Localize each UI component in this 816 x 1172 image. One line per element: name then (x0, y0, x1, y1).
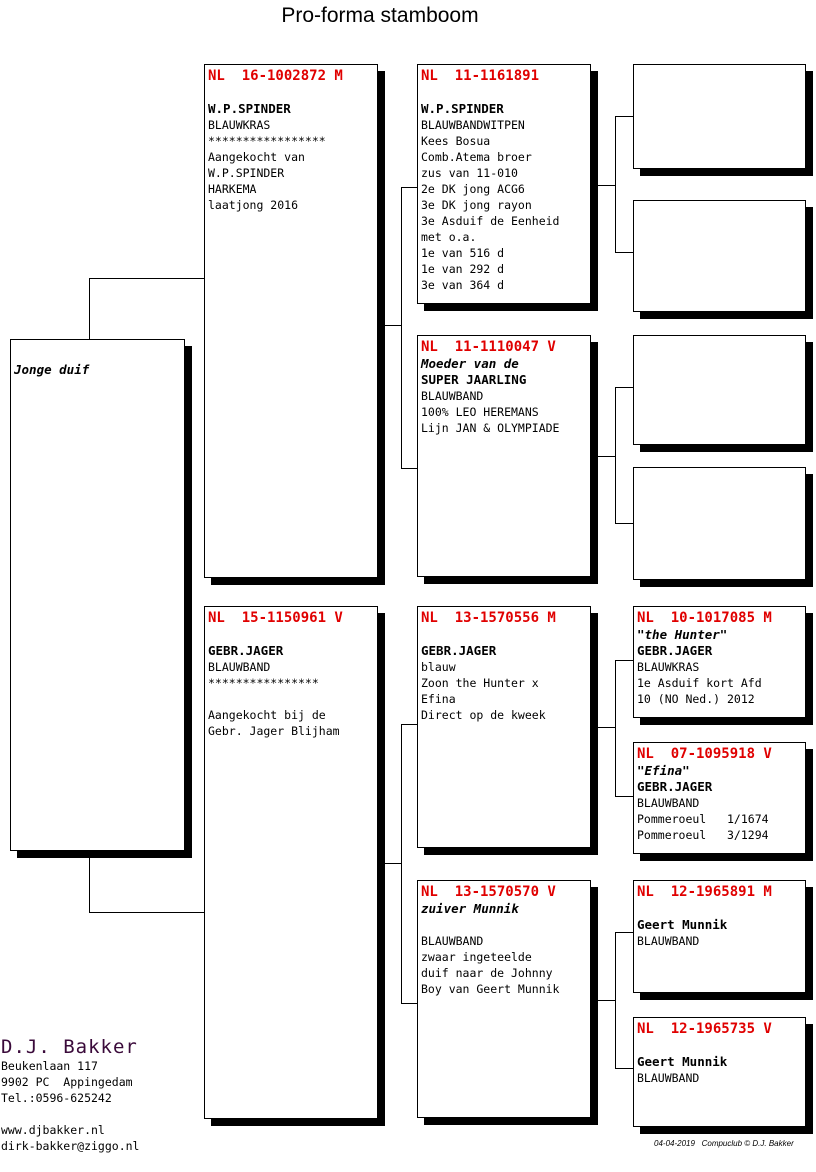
mfm-name: GEBR.JAGER (637, 779, 713, 794)
connector (89, 857, 90, 912)
mf-line: Direct op de kweek (421, 708, 546, 722)
mfm-line: Pommeroeul 1/1674 (637, 812, 769, 826)
mmf-line: BLAUWBAND (637, 934, 700, 948)
mfm-ring: NL 07-1095918 V (637, 746, 772, 762)
ff-name: W.P.SPINDER (421, 101, 504, 116)
mff-ring: NL 10-1017085 M (637, 610, 772, 626)
mm-ring: NL 13-1570570 V (421, 884, 556, 900)
connector (615, 387, 616, 524)
mmf-ring: NL 12-1965891 M (637, 884, 772, 900)
connector (89, 278, 204, 279)
mfm-line: Pommeroeul 3/1294 (637, 828, 769, 842)
mother-name: GEBR.JAGER (208, 643, 284, 658)
mother-line: Aangekocht bij de (208, 708, 326, 722)
ff-line: 3e DK jong rayon (421, 198, 532, 212)
connector (597, 456, 615, 457)
connector (384, 325, 401, 326)
mmm-ring: NL 12-1965735 V (637, 1021, 772, 1037)
ff-line: 1e van 516 d (421, 246, 505, 260)
connector (597, 1000, 615, 1001)
mmm-name: Geert Munnik (637, 1054, 728, 1069)
root-pigeon-box (10, 339, 185, 851)
mf-ring: NL 13-1570556 M (421, 610, 556, 626)
connector (615, 387, 633, 388)
footer-credit: 04-04-2019 Compuclub © D.J. Bakker (654, 1139, 794, 1148)
father-line: HARKEMA (208, 182, 257, 196)
connector (615, 660, 633, 661)
connector (401, 1003, 417, 1004)
father-line: Aangekocht van (208, 150, 305, 164)
connector (615, 932, 616, 1069)
mm-line: BLAUWBAND (421, 934, 484, 948)
father-line: W.P.SPINDER (208, 166, 285, 180)
mmf-name: Geert Munnik (637, 917, 728, 932)
fm-box (417, 335, 591, 577)
ff-line: BLAUWBANDWITPEN (421, 118, 525, 132)
father-name: W.P.SPINDER (208, 101, 291, 116)
ff-line: 3e Asduif de Eenheid (421, 214, 560, 228)
connector (615, 932, 633, 933)
fm-nickname: Moeder van de (421, 356, 519, 371)
fmf-box-empty (633, 335, 806, 445)
connector (615, 116, 633, 117)
mm-line (421, 917, 587, 933)
connector (384, 863, 401, 864)
connector (401, 187, 402, 469)
ffm-box-empty (633, 200, 806, 312)
mmm-line: BLAUWBAND (637, 1071, 700, 1085)
breeder-website: www.djbakker.nl (1, 1123, 105, 1137)
father-box (204, 64, 378, 578)
connector (615, 660, 616, 797)
ff-line: Kees Bosua (421, 134, 491, 148)
connector (615, 1068, 633, 1069)
page-title: Pro-forma stamboom (281, 4, 479, 27)
ff-box (417, 64, 591, 304)
mm-line: zwaar ingeteelde (421, 950, 532, 964)
connector (597, 727, 615, 728)
mff-nickname: "the Hunter" (637, 627, 728, 642)
mother-line: BLAUWBAND (208, 660, 271, 674)
mm-line: duif naar de Johnny (421, 966, 553, 980)
mm-line: Boy van Geert Munnik (421, 982, 560, 996)
breeder-street: Beukenlaan 117 (1, 1059, 98, 1073)
ff-line: zus van 11-010 (421, 166, 518, 180)
father-line: BLAUWKRAS (208, 118, 271, 132)
connector (401, 724, 402, 1004)
ff-line: met o.a. (421, 230, 477, 244)
mother-box (204, 606, 378, 1119)
ff-line: 3e van 364 d (421, 278, 505, 292)
mfm-nickname: "Efina" (637, 763, 690, 778)
connector (615, 523, 633, 524)
mff-line: 10 (NO Ned.) 2012 (637, 692, 755, 706)
mfm-line: BLAUWBAND (637, 796, 700, 810)
father-line: ***************** (208, 134, 326, 148)
mff-box (633, 606, 806, 718)
breeder-name: D.J. Bakker (1, 1036, 138, 1058)
connector (401, 724, 417, 725)
root-label: Jonge duif (14, 362, 90, 377)
mmf-box (633, 880, 806, 993)
fm-line: 100% LEO HEREMANS (421, 405, 539, 419)
breeder-email: dirk-bakker@ziggo.nl (1, 1139, 140, 1153)
mother-ring: NL 15-1150961 V (208, 610, 343, 626)
connector (615, 796, 633, 797)
connector (401, 187, 417, 188)
connector (401, 468, 417, 469)
fmm-box-empty (633, 467, 806, 580)
mfm-box (633, 742, 806, 854)
mf-line: blauw (421, 660, 456, 674)
fm-name: SUPER JAARLING (421, 372, 527, 387)
mff-line: 1e Asduif kort Afd (637, 676, 762, 690)
mf-box (417, 606, 591, 848)
breeder-address (1, 1036, 139, 1154)
mf-line: Zoon the Hunter x (421, 676, 539, 690)
mother-line (208, 691, 374, 707)
mother-line: **************** (208, 676, 319, 690)
fm-line: Lijn JAN & OLYMPIADE (421, 421, 560, 435)
father-ring: NL 16-1002872 M (208, 68, 343, 84)
connector (89, 912, 204, 913)
breeder-phone: Tel.:0596-625242 (1, 1091, 112, 1105)
mm-box (417, 880, 591, 1118)
mf-line: Efina (421, 692, 456, 706)
connector (615, 252, 633, 253)
fm-ring: NL 11-1110047 V (421, 339, 556, 355)
ff-line: 2e DK jong ACG6 (421, 182, 525, 196)
breeder-city: 9902 PC Appingedam (1, 1075, 133, 1089)
mm-nickname: zuiver Munnik (421, 901, 519, 916)
mother-line: Gebr. Jager Blijham (208, 724, 340, 738)
connector (615, 116, 616, 253)
fff-box-empty (633, 64, 806, 169)
mmm-box (633, 1017, 806, 1127)
connector (89, 278, 90, 340)
ff-line: 1e van 292 d (421, 262, 505, 276)
mff-line: BLAUWKRAS (637, 660, 700, 674)
ff-line: Comb.Atema broer (421, 150, 532, 164)
connector (597, 185, 615, 186)
mf-name: GEBR.JAGER (421, 643, 497, 658)
ff-ring: NL 11-1161891 (421, 68, 540, 84)
father-line: laatjong 2016 (208, 198, 299, 212)
mff-name: GEBR.JAGER (637, 643, 713, 658)
fm-line: BLAUWBAND (421, 389, 484, 403)
